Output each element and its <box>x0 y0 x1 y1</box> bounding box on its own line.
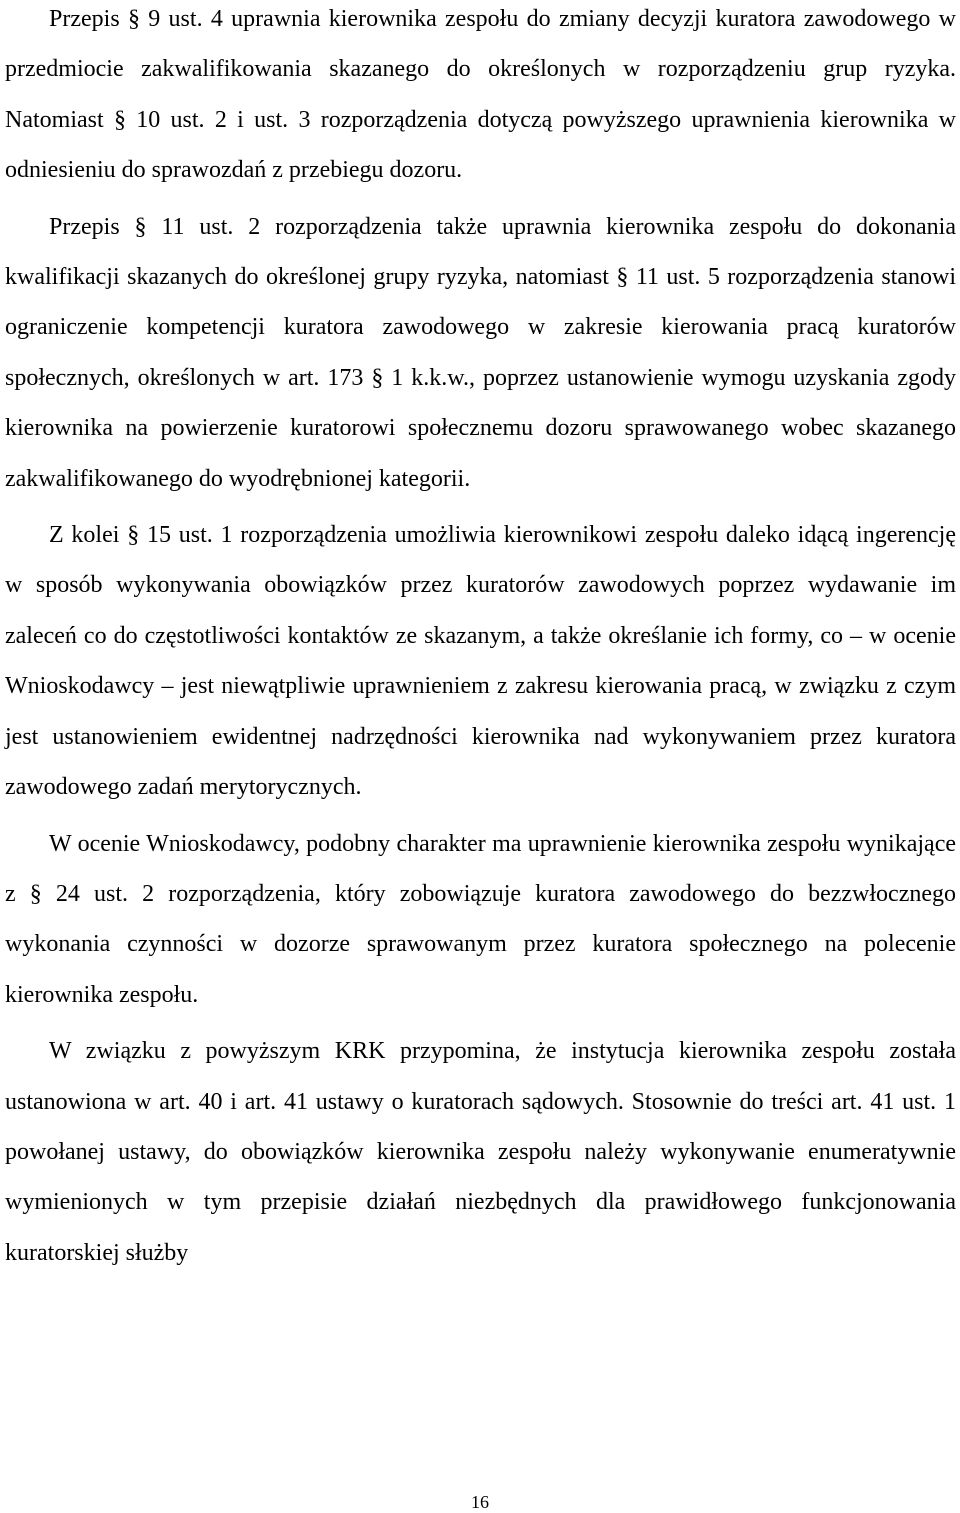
page-number: 16 <box>471 1492 489 1512</box>
paragraph-1: Przepis § 9 ust. 4 uprawnia kierownika zespołu do zmiany decyzji kuratora zawodowego w przedmiocie zakwalifikowania skazanego do określonych w rozporządzeniu grup ryzyka. Natomiast § 10 ust. 2 i ust. 3 rozporządzenia dotyczą powyższego uprawnienia kierownika w odniesieniu do sprawozdań z przebiegu dozoru. <box>5 6 956 184</box>
paragraph-2: Przepis § 11 ust. 2 rozporządzenia także uprawnia kierownika zespołu do dokonania kwalifikacji skazanych do określonej grupy ryzyka, natomiast § 11 ust. 5 rozporządzenia stanowi ograniczenie kompetencji kuratora zawodowego w zakresie kierowania pracą kuratorów społecznych, określonych w art. 173 § 1 k.k.w., poprzez ustanowienie wymogu uzyskania zgody kierownika na powierzenie kuratorowi społecznemu dozoru sprawowanego wobec skazanego zakwalifikowanego do wyodrębnionej kategorii. <box>5 213 956 492</box>
document-body <box>5 0 956 1278</box>
paragraph-3: Z kolei § 15 ust. 1 rozporządzenia umożliwia kierownikowi zespołu daleko idącą ingerencję w sposób wykonywania obowiązków przez kuratorów zawodowych poprzez wydawanie im zaleceń co do częstotliwości kontaktów ze skazanym, a także określanie ich formy, co – w ocenie Wnioskodawcy – jest niewątpliwie uprawnieniem z zakresu kierowania pracą, w związku z czym jest ustanowieniem ewidentnej nadrzędności kierownika nad wykonywaniem przez kuratora zawodowego zadań merytorycznych. <box>5 522 956 801</box>
paragraph-4: W ocenie Wnioskodawcy, podobny charakter ma uprawnienie kierownika zespołu wynikające z § 24 ust. 2 rozporządzenia, który zobowiązuje kuratora zawodowego do bezzwłocznego wykonania czynności w dozorze sprawowanym przez kuratora społecznego na polecenie kierownika zespołu. <box>5 830 956 1008</box>
paragraph-5: W związku z powyższym KRK przypomina, że instytucja kierownika zespołu została ustanowiona w art. 40 i art. 41 ustawy o kuratorach sądowych. Stosownie do treści art. 41 ust. 1 powołanej ustawy, do obowiązków kierownika zespołu należy wykonywanie enumeratywnie wymienionych w tym przepisie działań niezbędnych dla prawidłowego funkcjonowania kuratorskiej służby <box>5 1038 956 1266</box>
